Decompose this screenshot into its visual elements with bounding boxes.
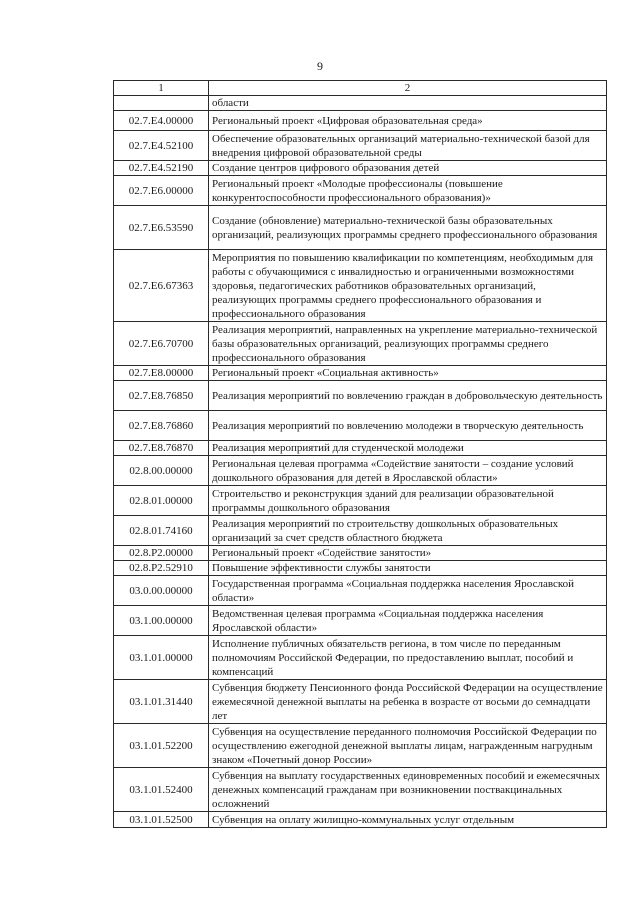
table-row [114,768,607,812]
table-header-row [114,81,607,96]
row-description: Создание (обновление) материально-технической базы образовательных организаций, реализующих программы среднего профессионального образования [209,206,607,250]
row-code: 02.8.01.74160 [114,516,209,546]
row-code: 03.1.01.52400 [114,768,209,812]
row-description: Государственная программа «Социальная поддержка населения Ярославской области» [209,576,607,606]
row-description: Повышение эффективности службы занятости [209,561,607,576]
row-description: Реализация мероприятий по строительству дошкольных образовательных организаций за счет средств областного бюджета [209,516,607,546]
row-description: Региональная целевая программа «Содействие занятости – создание условий дошкольного образования для детей в Ярославской области» [209,456,607,486]
row-code: 03.0.00.00000 [114,576,209,606]
header-col-2: 2 [209,81,607,96]
row-description: Строительство и реконструкция зданий для реализации образовательной программы дошкольного образования [209,486,607,516]
row-code: 02.8.P2.52910 [114,561,209,576]
row-code: 02.8.P2.00000 [114,546,209,561]
row-code: 03.1.01.00000 [114,636,209,680]
table-row [114,486,607,516]
table-row [114,322,607,366]
row-description: Региональный проект «Социальная активность» [209,366,607,381]
row-description: Мероприятия по повышению квалификации по компетенциям, необходимым для работы с обучающимися с инвалидностью и ограниченными возможностями здоровья, педагогических работников образовательных организаций, реализующих программы среднего профессионального образования и профессионального образования [209,250,607,322]
row-description: Субвенция на оплату жилищно-коммунальных услуг отдельным [209,812,607,828]
table-row [114,636,607,680]
table-row [114,161,607,176]
table-row [114,561,607,576]
table-row [114,206,607,250]
row-description: Создание центров цифрового образования детей [209,161,607,176]
row-description: Региональный проект «Молодые профессионалы (повышение конкурентоспособности профессионального образования)» [209,176,607,206]
budget-code-table [113,80,607,828]
row-code: 02.7.E8.76850 [114,381,209,411]
row-code: 02.7.E4.00000 [114,111,209,131]
table-row [114,111,607,131]
row-description: Субвенция на выплату государственных единовременных пособий и ежемесячных денежных компенсаций гражданам при возникновении поствакцинальных осложнений [209,768,607,812]
table-row [114,250,607,322]
row-description: Обеспечение образовательных организаций материально-технической базой для внедрения цифровой образовательной среды [209,131,607,161]
row-description: Региональный проект «Содействие занятости» [209,546,607,561]
table-row [114,96,607,111]
table-row [114,516,607,546]
row-code: 02.8.00.00000 [114,456,209,486]
row-code: 03.1.00.00000 [114,606,209,636]
row-code: 02.7.E8.76860 [114,411,209,441]
row-description: Региональный проект «Цифровая образовательная среда» [209,111,607,131]
row-description: области [209,96,607,111]
table-row [114,131,607,161]
row-code: 03.1.01.52500 [114,812,209,828]
header-col-1: 1 [114,81,209,96]
table-row [114,381,607,411]
row-code [114,96,209,111]
row-code: 03.1.01.31440 [114,680,209,724]
table-row [114,176,607,206]
row-code: 02.7.E6.00000 [114,176,209,206]
row-code: 02.7.E4.52100 [114,131,209,161]
row-description: Ведомственная целевая программа «Социальная поддержка населения Ярославской области» [209,606,607,636]
row-description: Реализация мероприятий, направленных на укрепление материально-технической базы образовательных организаций, реализующих программы среднего профессионального образования [209,322,607,366]
row-code: 02.7.E6.53590 [114,206,209,250]
table-row [114,441,607,456]
row-description: Субвенция на осуществление переданного полномочия Российской Федерации по осуществлению ежегодной денежной выплаты лицам, награжденным нагрудным знаком «Почетный донор России» [209,724,607,768]
table-row [114,812,607,828]
table-row [114,546,607,561]
page-number: 9 [317,59,323,73]
row-description: Реализация мероприятий по вовлечению молодежи в творческую деятельность [209,411,607,441]
row-code: 02.8.01.00000 [114,486,209,516]
row-description: Исполнение публичных обязательств региона, в том числе по переданным полномочиям Российской Федерации, по предоставлению выплат, пособий и компенсаций [209,636,607,680]
row-description: Реализация мероприятий для студенческой молодежи [209,441,607,456]
row-code: 02.7.E4.52190 [114,161,209,176]
table-row [114,456,607,486]
row-code: 02.7.E6.70700 [114,322,209,366]
row-code: 03.1.01.52200 [114,724,209,768]
row-code: 02.7.E8.00000 [114,366,209,381]
table-row [114,411,607,441]
table-row [114,576,607,606]
table-row [114,724,607,768]
table-row [114,366,607,381]
row-code: 02.7.E6.67363 [114,250,209,322]
row-description: Реализация мероприятий по вовлечению граждан в добровольческую деятельность [209,381,607,411]
table-row [114,606,607,636]
table-row [114,680,607,724]
row-code: 02.7.E8.76870 [114,441,209,456]
row-description: Субвенция бюджету Пенсионного фонда Российской Федерации на осуществление ежемесячной денежной выплаты на ребенка в возрасте от восьми до семнадцати лет [209,680,607,724]
